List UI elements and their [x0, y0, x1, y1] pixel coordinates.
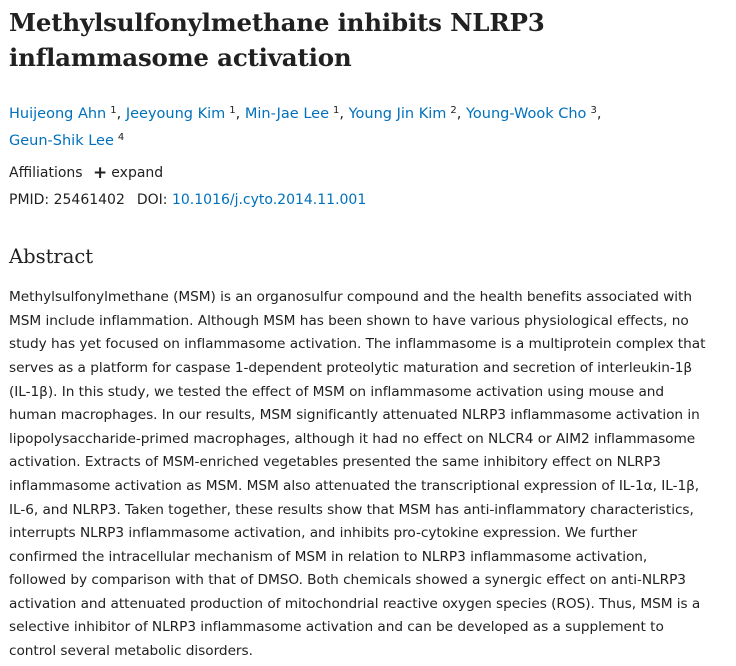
author-link[interactable]: Geun-Shik Lee: [9, 133, 114, 149]
article-title-line-1: Methylsulfonylmethane inhibits NLRP3: [9, 8, 545, 37]
author-list: [9, 99, 709, 153]
affiliations-expand-button[interactable]: [93, 165, 163, 181]
abstract-line: human macrophages. In our results, MSM significantly attenuated NLRP3 inflammasome activation in: [9, 407, 700, 424]
author-item: [9, 106, 126, 122]
author-link[interactable]: Young-Wook Cho: [465, 106, 587, 122]
author-separator: ,: [456, 106, 466, 122]
pmid-value: 25461402: [53, 192, 125, 208]
expand-label: expand: [111, 165, 164, 181]
author-item: [126, 106, 245, 122]
affiliation-ref[interactable]: 1: [229, 105, 236, 116]
affiliation-ref[interactable]: 4: [117, 132, 125, 143]
author-separator: ,: [116, 106, 126, 122]
author-separator: ,: [339, 106, 349, 122]
article-page: [9, 0, 731, 664]
abstract-body: [9, 286, 731, 664]
affiliations-label: Affiliations: [9, 165, 83, 181]
abstract-line: lipopolysaccharide-primed macrophages, although it had no effect on NLCR4 or AIM2 inflammasome: [9, 430, 696, 447]
abstract-line: control several metabolic disorders.: [9, 643, 253, 660]
abstract-line: MSM include inflammation. Although MSM has been shown to have various physiological effects, no: [9, 312, 689, 329]
author-item: [466, 106, 601, 122]
author-link[interactable]: Young Jin Kim: [348, 106, 447, 122]
author-separator: ,: [235, 106, 245, 122]
author-link[interactable]: Jeeyoung Kim: [125, 106, 226, 122]
author-item: [9, 133, 124, 149]
author-item: [349, 106, 466, 122]
author-separator: ,: [596, 106, 602, 122]
abstract-line: inflammasome activation as MSM. MSM also attenuated the transcriptional expression of IL-1α, IL-1β,: [9, 477, 700, 494]
doi-link[interactable]: 10.1016/j.cyto.2014.11.001: [171, 192, 367, 208]
abstract-line: study has yet focused on inflammasome activation. The inflammasome is a multiprotein complex that: [9, 336, 706, 353]
article-title-line-2: inflammasome activation: [9, 43, 352, 72]
abstract-line: interrupts NLRP3 inflammasome activation, and inhibits pro-cytokine expression. We further: [9, 525, 638, 542]
author-item: [245, 106, 349, 122]
abstract-heading: Abstract: [9, 245, 94, 268]
abstract-line: activation and attenuated production of mitochondrial reactive oxygen species (ROS). Thus, MSM is a: [9, 595, 701, 612]
plus-icon: +: [93, 163, 108, 183]
abstract-line: confirmed the intracellular mechanism of MSM in relation to NLRP3 inflammasome activation,: [9, 548, 648, 565]
abstract-line: (IL-1β). In this study, we tested the effect of MSM on inflammasome activation using mouse and: [9, 383, 665, 400]
abstract-line: followed by comparison with that of DMSO. Both chemicals showed a synergic effect on anti-NLRP3: [9, 572, 686, 589]
affiliation-ref[interactable]: 2: [450, 105, 457, 116]
affiliation-ref[interactable]: 1: [110, 105, 117, 116]
affiliation-ref[interactable]: 3: [590, 105, 597, 116]
abstract-line: selective inhibitor of NLRP3 inflammasome activation and can be developed as a supplement to: [9, 619, 664, 636]
doi-label: DOI:: [136, 192, 168, 208]
article-title: [9, 5, 731, 75]
author-link[interactable]: Min-Jae Lee: [244, 106, 330, 122]
affiliations-row: [9, 161, 731, 185]
abstract-line: Methylsulfonylmethane (MSM) is an organosulfur compound and the health benefits associated with: [9, 289, 693, 306]
abstract-line: serves as a platform for caspase 1-dependent proteolytic maturation and secretion of interleukin-1β: [9, 359, 693, 376]
affiliation-ref[interactable]: 1: [333, 105, 340, 116]
abstract-line: activation. Extracts of MSM-enriched vegetables presented the same inhibitory effect on NLRP3: [9, 454, 661, 471]
pmid-label: PMID:: [9, 192, 50, 208]
abstract-line: IL-6, and NLRP3. Taken together, these results show that MSM has anti-inflammatory characteristics,: [9, 501, 694, 518]
identifiers-row: [9, 188, 731, 212]
author-link[interactable]: Huijeong Ahn: [9, 106, 107, 122]
